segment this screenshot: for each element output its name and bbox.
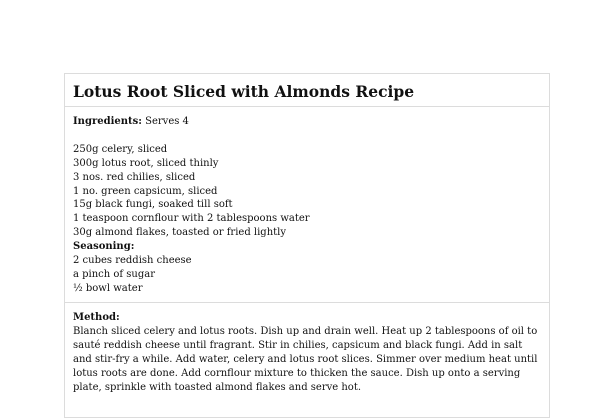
seasoning-item: ½ bowl water	[73, 282, 143, 294]
method-label: Method:	[73, 312, 120, 323]
ingredients-label: Ingredients:	[73, 116, 142, 127]
ingredient-item: 3 nos. red chilies, sliced	[73, 171, 196, 183]
ingredients-section	[65, 107, 549, 303]
ingredients-header	[73, 115, 541, 129]
ingredient-item: 1 no. green capsicum, sliced	[73, 185, 218, 197]
method-text: Blanch sliced celery and lotus roots. Dish up and drain well. Heat up 2 tablespoons of oil to sauté reddish cheese until fragrant. Stir in chilies, capsicum and black fungi. Add in salt and stir-fry a while. Add water, celery and lotus root slices. Simmer over medium heat until lotus roots are done. Add cornflour mixture to thicken the sauce. Dish up onto a serving plate, sprinkle with toasted almond flakes and serve hot.	[73, 325, 538, 393]
seasoning-item: a pinch of sugar	[73, 268, 156, 280]
ingredient-item: 30g almond flakes, toasted or fried lightly	[73, 227, 286, 239]
ingredient-item: 15g black fungi, soaked till soft	[73, 199, 233, 211]
ingredient-item: 1 teaspoon cornflour with 2 tablespoons water	[73, 213, 310, 225]
method-section	[65, 303, 549, 400]
seasoning-item: 2 cubes reddish cheese	[73, 255, 192, 267]
seasoning-label: Seasoning:	[73, 241, 135, 253]
ingredient-item: 250g celery, sliced	[73, 143, 168, 155]
recipe-title: Lotus Root Sliced with Almonds Recipe	[65, 74, 549, 107]
serves-text: Serves 4	[141, 116, 189, 127]
recipe-card	[64, 73, 550, 418]
spacer	[73, 129, 541, 143]
ingredient-item: 300g lotus root, sliced thinly	[73, 157, 219, 169]
